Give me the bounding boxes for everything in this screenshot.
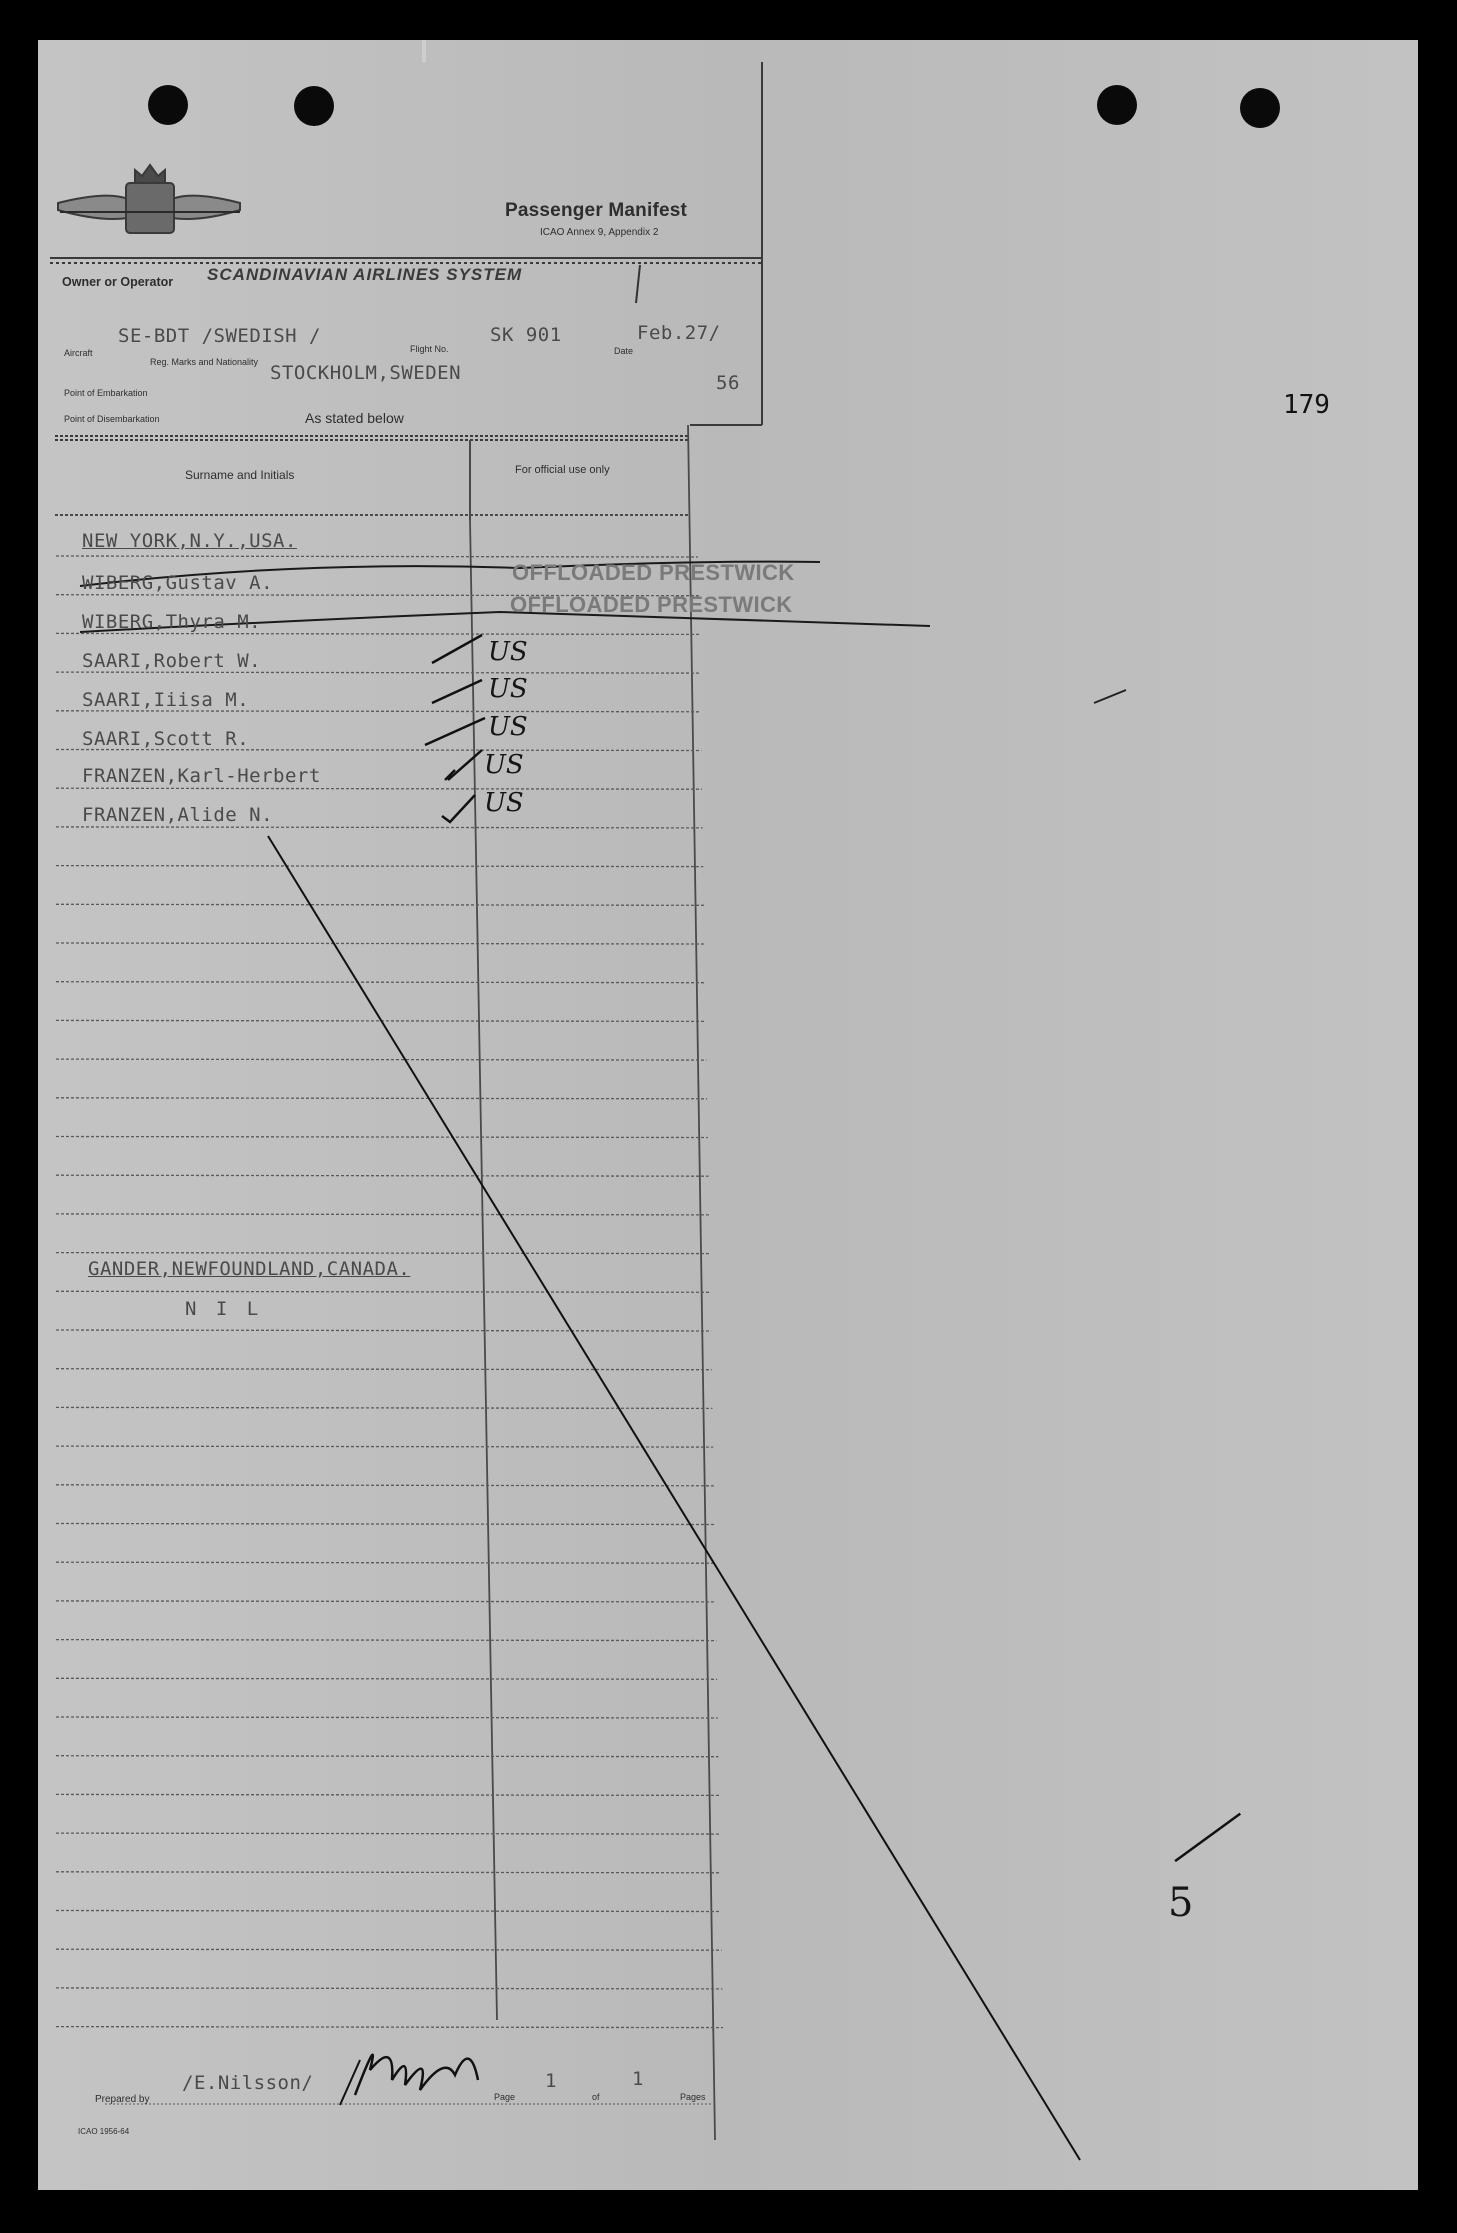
disembarkation-label: Point of Disembarkation [64, 414, 160, 424]
passenger-name: FRANZEN,Alide N. [82, 804, 274, 826]
ruled-line [56, 1330, 711, 1331]
ruled-line [56, 1601, 716, 1602]
passenger-name: FRANZEN,Karl-Herbert [82, 765, 321, 787]
check-marks [425, 635, 485, 822]
ruled-line [56, 827, 703, 828]
date-label: Date [614, 346, 634, 356]
ruled-line [56, 1949, 722, 1950]
ruled-line [56, 1059, 707, 1060]
form-subtitle: ICAO Annex 9, Appendix 2 [540, 227, 659, 238]
archive-page-number: 179 [1283, 390, 1330, 420]
date-value: Feb.27/ [637, 322, 721, 344]
passenger-name: SAARI,Iiisa M. [82, 689, 250, 711]
ruled-line [56, 1291, 711, 1292]
offloaded-stamp: OFFLOADED PRESTWICK [512, 560, 795, 585]
ruled-line [56, 1794, 719, 1795]
page-value: 1 [545, 2070, 557, 2092]
passenger-name: WIBERG,Gustav A. [82, 572, 274, 594]
ruled-line [56, 866, 703, 867]
ruled-line [56, 1717, 718, 1718]
of-label: of [592, 2092, 600, 2102]
section-nil: N I L [185, 1298, 263, 1320]
ruled-line [56, 1833, 720, 1834]
flight-label: Flight No. [410, 344, 449, 354]
passenger-name: WIBERG,Thyra M. [82, 611, 262, 633]
ruled-line [56, 1911, 721, 1912]
ruled-line [56, 1214, 709, 1215]
pages-label: Pages [680, 2092, 706, 2102]
passenger-name: SAARI,Scott R. [82, 728, 250, 750]
ruled-line [56, 904, 704, 905]
official-mark: US [488, 637, 528, 667]
owner-value: SCANDINAVIAN AIRLINES SYSTEM [207, 265, 523, 284]
ruled-line [56, 943, 705, 944]
disembarkation-value: As stated below [305, 410, 404, 426]
section-destination: NEW YORK,N.Y.,USA. [82, 530, 297, 552]
ruled-line [56, 1562, 715, 1563]
passenger-name: SAARI,Robert W. [82, 650, 262, 672]
ruled-line [56, 1446, 713, 1447]
ruled-line [56, 1678, 717, 1679]
col-header-official: For official use only [515, 464, 610, 476]
official-mark: US [484, 788, 524, 818]
ruled-line [56, 1407, 712, 1408]
embarkation-value: STOCKHOLM,SWEDEN [270, 362, 462, 384]
section-destination: GANDER,NEWFOUNDLAND,CANADA. [88, 1258, 411, 1280]
stray-mark [1094, 690, 1126, 703]
of-value: 1 [632, 2068, 644, 2090]
ruled-line [56, 672, 700, 673]
ruled-line [56, 1175, 709, 1176]
form-code: ICAO 1956-64 [78, 2127, 130, 2136]
margin-note: 5 [1168, 1880, 1194, 1926]
aircraft-value: SE-BDT /SWEDISH / [118, 325, 321, 347]
stray-mark [1175, 1798, 1240, 1876]
ruled-line [56, 1253, 710, 1254]
ruled-line [56, 633, 699, 634]
official-mark: US [484, 750, 524, 780]
ruled-line [56, 982, 705, 983]
ruled-line [56, 1988, 722, 1989]
ruled-line [56, 1524, 714, 1525]
embarkation-label: Point of Embarkation [64, 388, 148, 398]
ruled-line [56, 1756, 718, 1757]
col-header-name: Surname and Initials [185, 468, 295, 482]
official-mark: US [488, 674, 528, 704]
ruled-line [56, 2027, 723, 2028]
form-title: Passenger Manifest [505, 200, 688, 221]
airline-logo [58, 165, 240, 233]
ruled-line [56, 556, 698, 557]
prepared-label: Prepared by [95, 2094, 150, 2105]
aircraft-label: Aircraft [64, 348, 93, 358]
date-year: 56 [716, 372, 740, 394]
diagonal-cancel-line [268, 836, 1080, 2160]
ruled-line [56, 1485, 714, 1486]
signature [355, 2055, 478, 2095]
ruled-line [56, 1872, 720, 1873]
prepared-value: /E.Nilsson/ [182, 2072, 314, 2094]
flight-value: SK 901 [490, 324, 562, 346]
ruled-line [56, 1137, 708, 1138]
ruled-line [56, 1098, 707, 1099]
ruled-line [56, 1640, 716, 1641]
owner-label: Owner or Operator [62, 275, 174, 289]
page-label: Page [494, 2092, 516, 2102]
official-mark: US [488, 712, 528, 742]
reg-marks-label: Reg. Marks and Nationality [150, 357, 259, 367]
ruled-line [56, 1369, 712, 1370]
offloaded-stamp: OFFLOADED PRESTWICK [510, 592, 793, 617]
ruled-line [56, 788, 702, 789]
